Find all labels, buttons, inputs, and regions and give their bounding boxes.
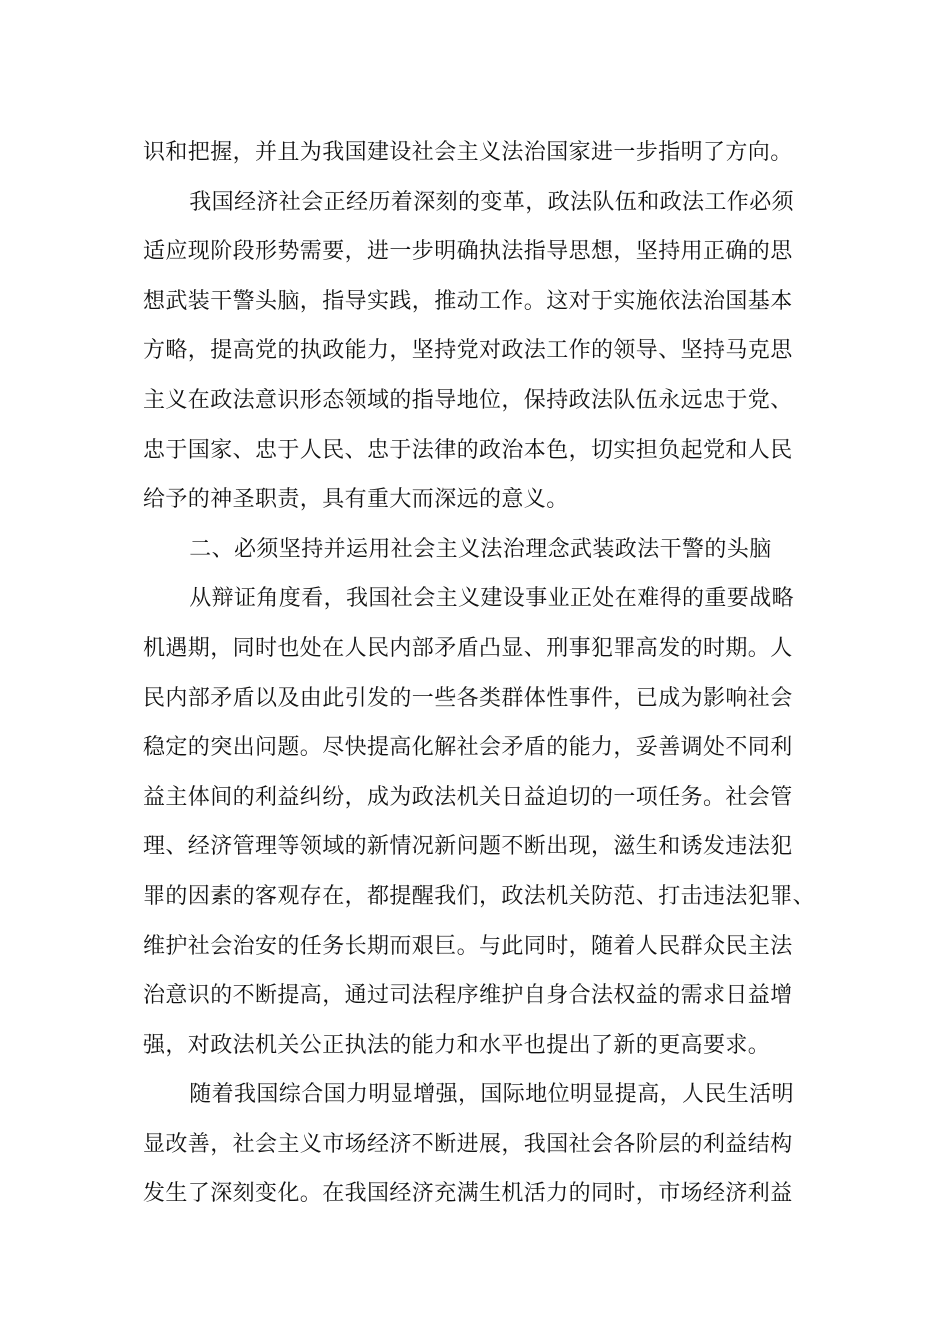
text-line: 我国经济社会正经历着深刻的变革，政法队伍和政法工作必须 bbox=[189, 189, 794, 215]
text-line: 罪的因素的客观存在，都提醒我们，政法机关防范、打击违法犯罪、 bbox=[143, 883, 816, 909]
text-line: 显改善，社会主义市场经济不断进展，我国社会各阶层的利益结构 bbox=[143, 1131, 793, 1157]
document-body bbox=[143, 128, 823, 1219]
text-line: 稳定的突出问题。尽快提高化解社会矛盾的能力，妥善调处不同利 bbox=[143, 735, 793, 761]
text-line: 理、经济管理等领域的新情况新问题不断出现，滋生和诱发违法犯 bbox=[143, 834, 793, 860]
text-line: 忠于国家、忠于人民、忠于法律的政治本色，切实担负起党和人民 bbox=[143, 437, 793, 463]
text-line: 机遇期，同时也处在人民内部矛盾凸显、刑事犯罪高发的时期。人 bbox=[143, 635, 793, 661]
text-line: 益主体间的利益纠纷，成为政法机关日益迫切的一项任务。社会管 bbox=[143, 784, 793, 810]
text-line: 从辩证角度看，我国社会主义建设事业正处在难得的重要战略 bbox=[189, 586, 794, 612]
text-line: 适应现阶段形势需要，进一步明确执法指导思想，坚持用正确的思 bbox=[143, 239, 793, 265]
text-line: 随着我国综合国力明显增强，国际地位明显提高，人民生活明 bbox=[189, 1082, 794, 1108]
text-line: 强，对政法机关公正执法的能力和水平也提出了新的更高要求。 bbox=[143, 1032, 771, 1058]
text-line: 发生了深刻变化。在我国经济充满生机活力的同时，市场经济利益 bbox=[143, 1181, 793, 1207]
text-line: 想武装干警头脑，指导实践，推动工作。这对于实施依法治国基本 bbox=[143, 288, 793, 314]
text-line: 民内部矛盾以及由此引发的一些各类群体性事件，已成为影响社会 bbox=[143, 685, 793, 711]
text-line: 方略，提高党的执政能力，坚持党对政法工作的领导、坚持马克思 bbox=[143, 338, 793, 364]
text-line: 维护社会治安的任务长期而艰巨。与此同时，随着人民群众民主法 bbox=[143, 933, 793, 959]
text-line: 治意识的不断提高，通过司法程序维护自身合法权益的需求日益增 bbox=[143, 983, 793, 1009]
text-line: 给予的神圣职责，具有重大而深远的意义。 bbox=[143, 487, 569, 513]
text-line: 主义在政法意识形态领域的指导地位，保持政法队伍永远忠于党、 bbox=[143, 387, 793, 413]
text-line: 识和把握，并且为我国建设社会主义法治国家进一步指明了方向。 bbox=[143, 140, 793, 165]
section-heading: 二、必须坚持并运用社会主义法治理念武装政法干警的头脑 bbox=[189, 536, 772, 562]
